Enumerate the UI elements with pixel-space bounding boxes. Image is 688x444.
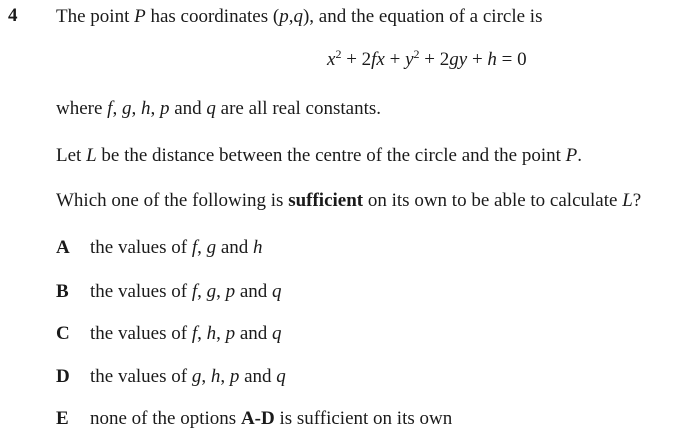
let-line-text: Let L be the distance between the centre of the circle and the point P. [56,145,583,166]
ask-pre: Which one of the following is [56,190,289,211]
stem-p: p [279,6,289,27]
circle-equation: $x^2 + 2fx + y^2 + 2gy + h = 0$ [327,47,527,70]
option-text [90,407,452,431]
stem-pre: The point [56,6,135,27]
option-letter: C [56,323,70,344]
ask-line [56,189,641,213]
stem-point-P: P [134,6,146,27]
option-text: the values of f, g and h [90,237,263,258]
option-e-pre: none of the options [90,408,241,429]
option-letter: B [56,281,69,302]
stem-post: ), and the equation of a circle is [302,6,543,27]
ask-post: on its own to be able to calculate [363,190,623,211]
stem-comma: , [288,6,294,27]
stem-q: q [293,6,303,27]
ask-bold: sufficient [288,190,364,211]
option-text: the values of f, g, p and q [90,281,282,302]
where-line-text: where f, g, h, p and q are all real constants. [56,98,382,119]
option-text: the values of f, h, p and q [90,323,282,344]
option-letter: A [56,237,70,258]
question-stem [56,5,542,29]
stem-mid: has coordinates ( [145,6,280,27]
where-line [56,97,381,121]
option-e-post: is sufficient on its own [274,408,453,429]
ask-end: ? [632,190,642,211]
option-e-bold: A-D [240,408,275,429]
option-letter: D [56,366,70,387]
option-letter: E [56,408,69,429]
option-text: the values of g, h, p and q [90,366,286,387]
let-line [56,144,582,168]
question-number: 4 [8,5,18,26]
ask-L: L [622,190,633,211]
